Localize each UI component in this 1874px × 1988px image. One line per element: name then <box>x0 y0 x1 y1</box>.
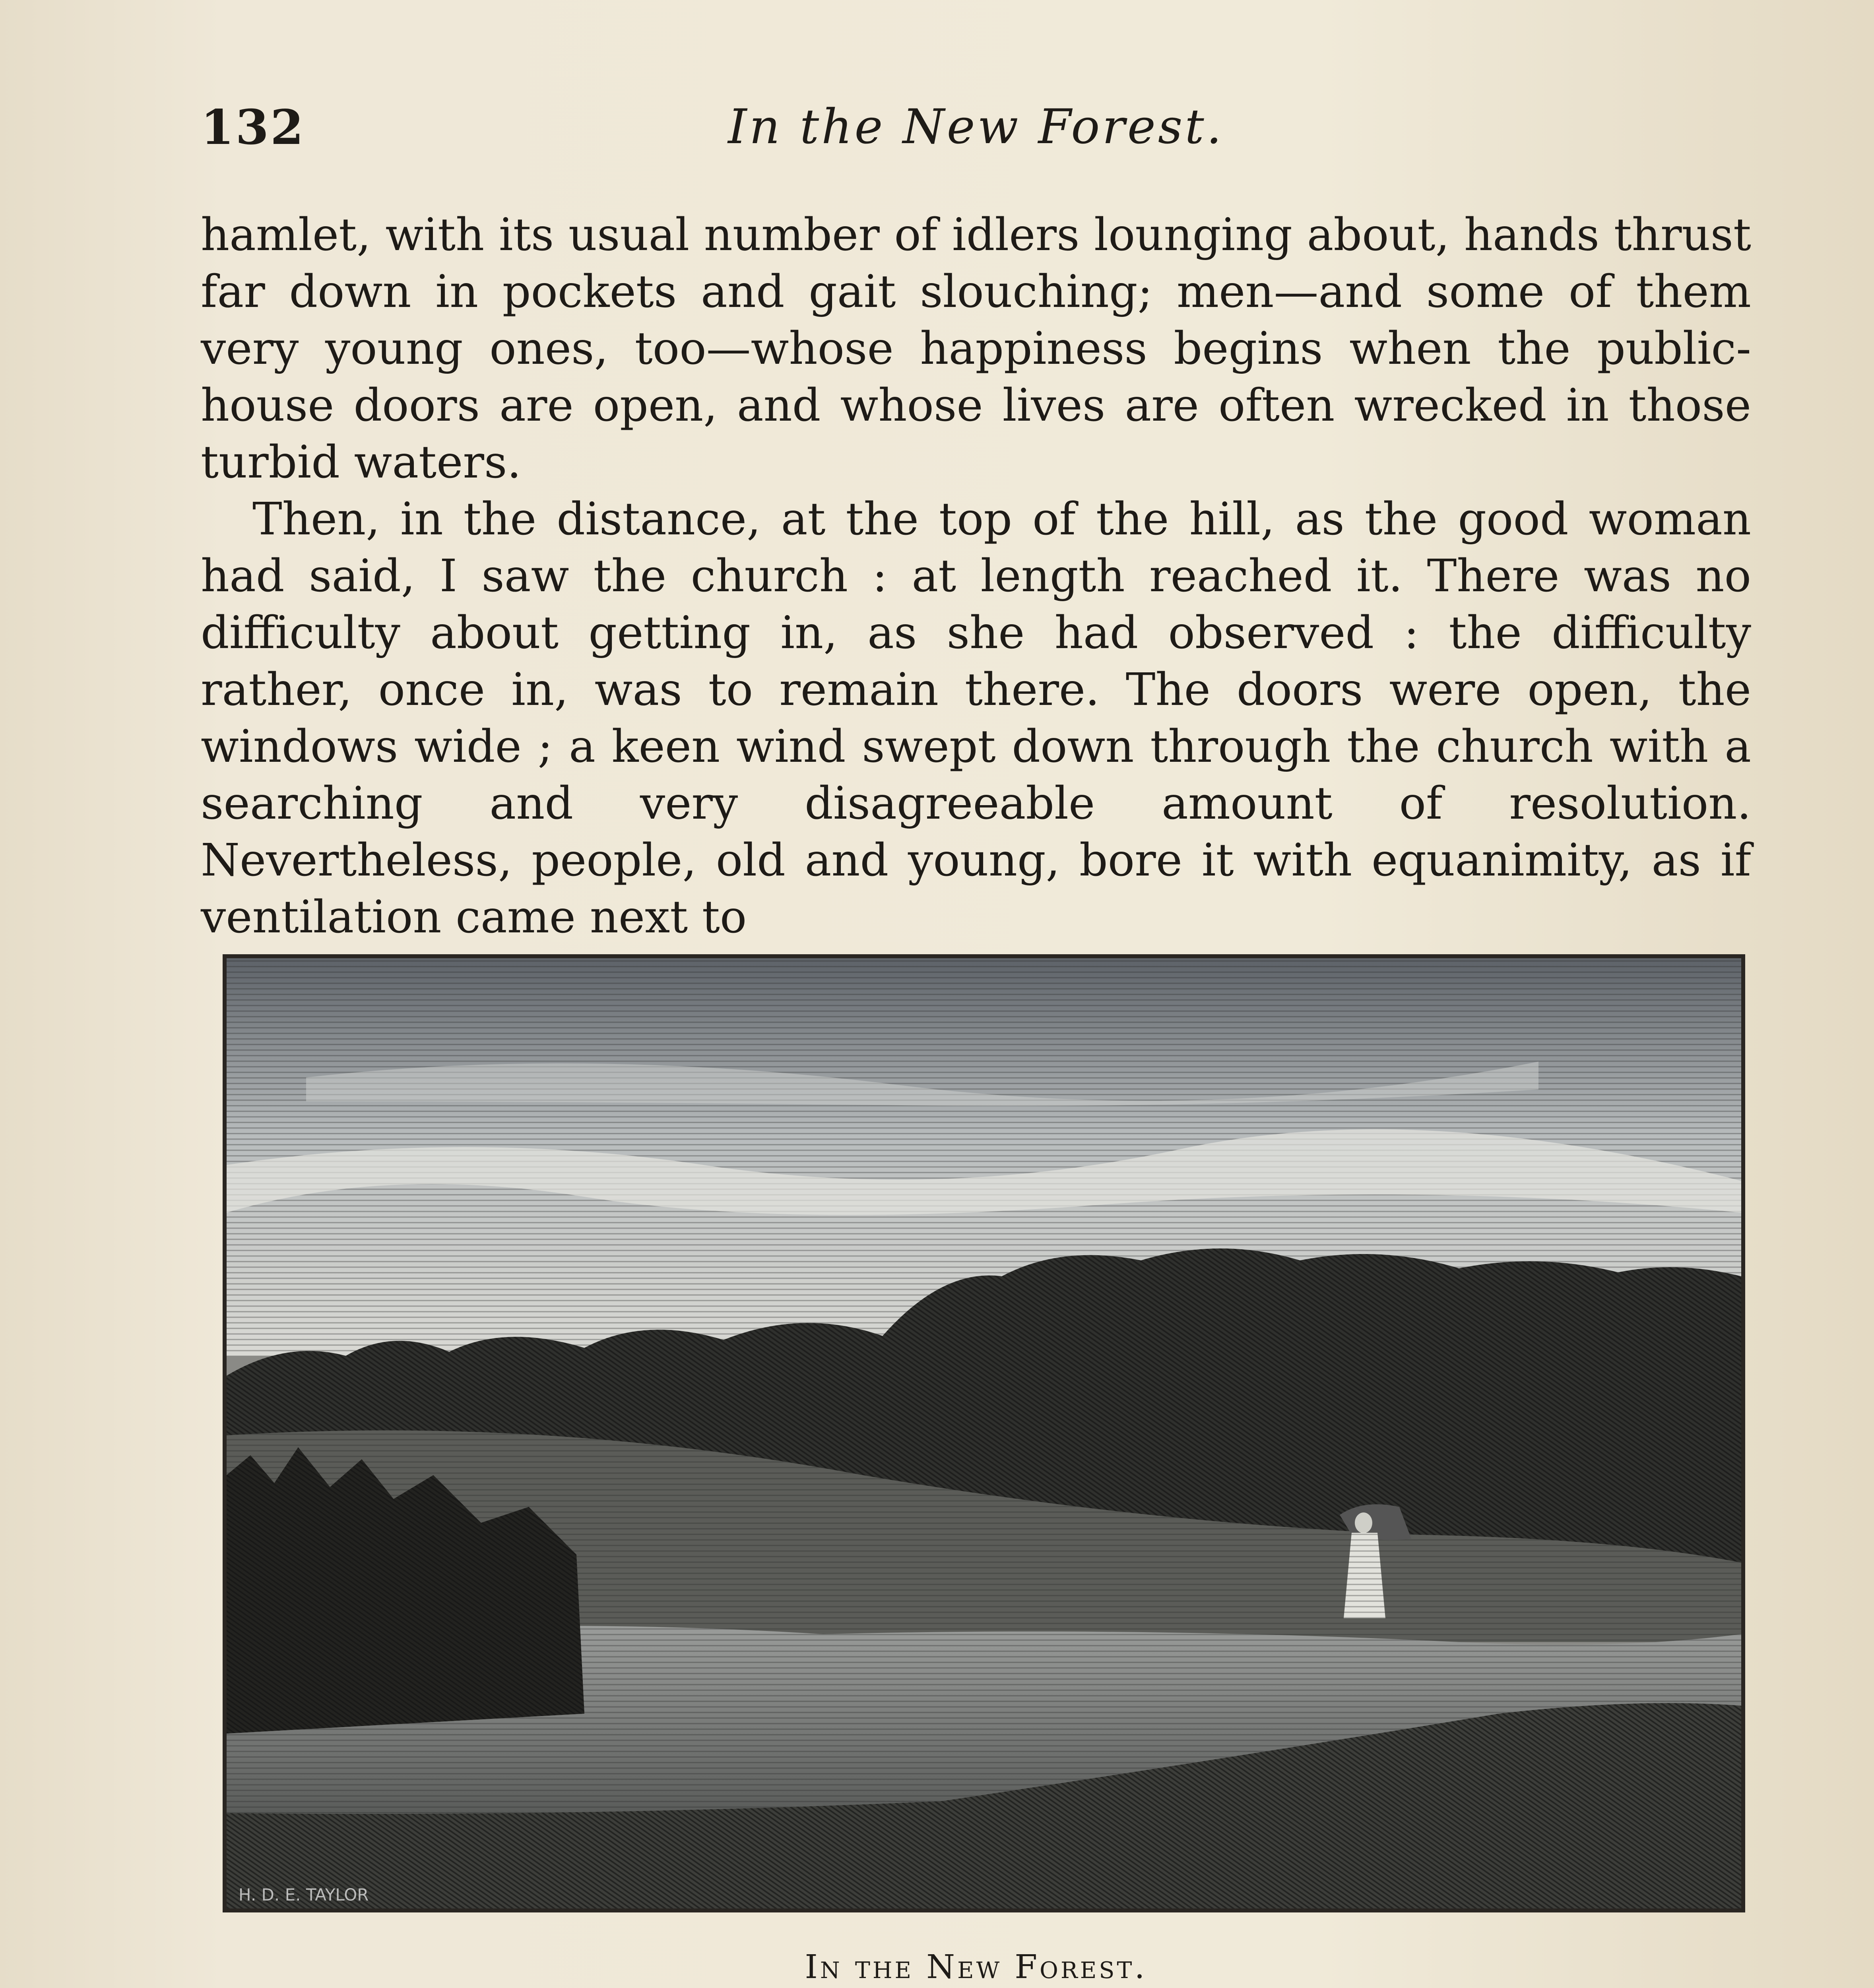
engraver-signature: H. D. E. TAYLOR <box>239 1885 369 1905</box>
engraving-landscape <box>227 958 1741 1908</box>
page-number: 132 <box>201 99 305 155</box>
figure-caption: In the New Forest. <box>805 1948 1147 1986</box>
illustration-new-forest <box>223 954 1745 1912</box>
text-block-top <box>201 207 1751 946</box>
paragraph: hamlet, with its usual number of idlers lounging about, hands thrust far down in pockets and gait slouching; men—and some of them very young ones, too—whose happiness begins when the public-house doors are open, and whose lives are often wrecked in those turbid waters. <box>201 209 1751 488</box>
running-head: In the New Forest. <box>728 99 1224 155</box>
page-header <box>201 99 1751 167</box>
paragraph: Then, in the distance, at the top of the hill, as the good woman had said, I saw the church : at length reached it. There was no difficulty about getting in, as she had observed : the difficulty rather, once in, was to remain there. The doors were open, the windows wide ; a keen wind swept down through the church with a searching and very disagreeable amount of resolution. Nevertheless, people, old and young, bore it with equanimity, as if ventilation came next to <box>201 493 1751 943</box>
